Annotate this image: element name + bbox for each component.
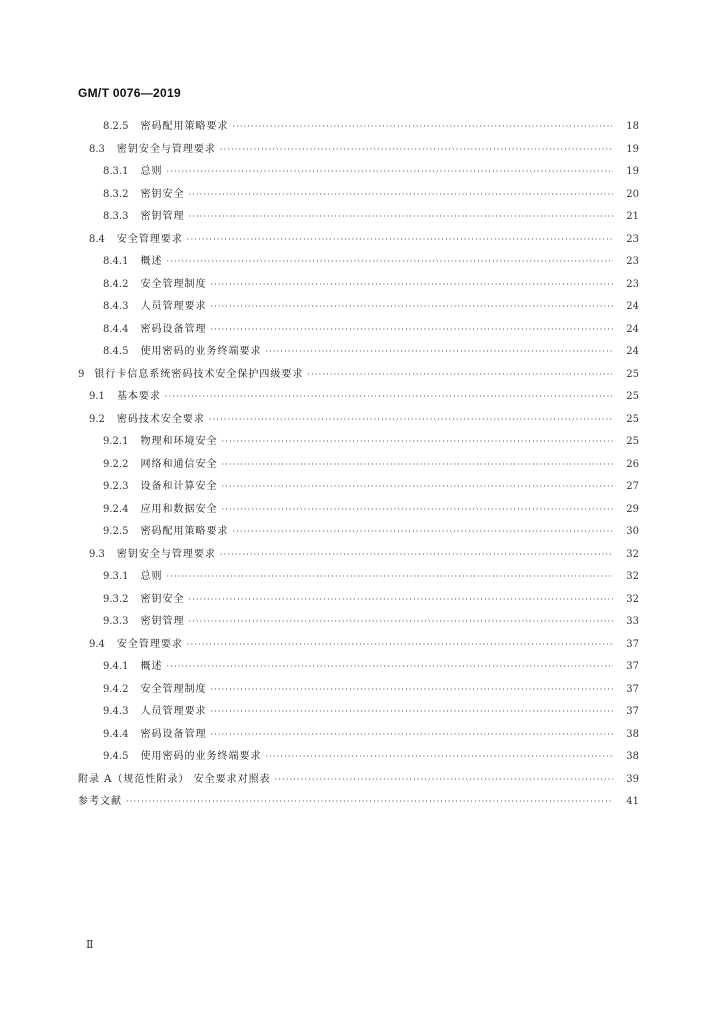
toc-dot-leader xyxy=(210,319,613,341)
toc-entry-number: 9.4.1 xyxy=(103,661,129,673)
toc-entry-page: 25 xyxy=(626,436,639,448)
toc-dot-leader xyxy=(210,296,613,318)
toc-entry-title: 应用和数据安全 xyxy=(140,503,218,515)
toc-entry-title: 使用密码的业务终端要求 xyxy=(140,346,262,358)
toc-entry-number: 9.4 xyxy=(89,638,105,650)
toc-entry-page: 24 xyxy=(626,301,639,313)
toc-entry-number: 8.3.3 xyxy=(103,211,129,223)
toc-entry[interactable] xyxy=(0,161,724,184)
toc-entry-title: 基本要求 xyxy=(116,391,161,403)
toc-entry[interactable] xyxy=(0,206,724,229)
page-number: Ⅱ xyxy=(86,938,94,951)
toc-entry-number: 8.4.1 xyxy=(103,256,129,268)
toc-entry-page: 38 xyxy=(626,751,639,763)
toc-entry-number: 8.4.2 xyxy=(103,278,129,290)
toc-entry-number: 9.2.2 xyxy=(103,458,129,470)
toc-entry-page: 25 xyxy=(626,391,639,403)
toc-entry-title: 密码设备管理 xyxy=(140,323,207,335)
toc-entry[interactable] xyxy=(0,431,724,454)
toc-entry[interactable] xyxy=(0,454,724,477)
toc-entry-number: 9.3 xyxy=(89,548,105,560)
toc-entry-number: 9.2.1 xyxy=(103,436,129,448)
toc-entry[interactable] xyxy=(0,274,724,297)
toc-entry-page: 30 xyxy=(626,526,639,538)
table-of-contents xyxy=(0,116,724,814)
toc-dot-leader xyxy=(220,544,613,566)
toc-entry-title: 密码配用策略要求 xyxy=(140,121,229,133)
toc-entry-title: 密码技术安全要求 xyxy=(116,413,205,425)
toc-entry[interactable] xyxy=(0,296,724,319)
toc-entry-page: 18 xyxy=(626,121,639,133)
toc-dot-leader xyxy=(188,611,613,633)
toc-entry[interactable] xyxy=(0,589,724,612)
toc-entry-page: 37 xyxy=(626,661,639,673)
toc-entry-title: 附录 A（规范性附录） 安全要求对照表 xyxy=(78,773,271,785)
toc-entry-number: 9.3.2 xyxy=(103,593,129,605)
toc-entry-title: 使用密码的业务终端要求 xyxy=(140,751,262,763)
toc-entry-title: 密码设备管理 xyxy=(140,728,207,740)
toc-entry[interactable] xyxy=(0,611,724,634)
toc-entry-number: 8.4 xyxy=(89,233,105,245)
toc-dot-leader xyxy=(210,274,613,296)
toc-dot-leader xyxy=(210,724,613,746)
toc-entry-number: 9.1 xyxy=(89,391,105,403)
toc-entry[interactable] xyxy=(0,499,724,522)
toc-dot-leader xyxy=(221,499,613,521)
toc-entry[interactable] xyxy=(0,724,724,747)
toc-dot-leader xyxy=(166,656,613,678)
toc-dot-leader xyxy=(188,589,613,611)
toc-entry-title: 人员管理要求 xyxy=(140,706,207,718)
toc-entry-number: 8.3.2 xyxy=(103,188,129,200)
toc-entry[interactable] xyxy=(0,679,724,702)
toc-entry[interactable] xyxy=(0,769,724,792)
toc-dot-leader xyxy=(166,161,613,183)
toc-entry-number: 9.4.4 xyxy=(103,728,129,740)
toc-entry[interactable] xyxy=(0,656,724,679)
toc-entry-title: 银行卡信息系统密码技术安全保护四级要求 xyxy=(94,368,304,380)
toc-entry-number: 8.4.5 xyxy=(103,346,129,358)
toc-entry[interactable] xyxy=(0,409,724,432)
toc-entry-title: 密钥管理 xyxy=(140,211,185,223)
toc-entry-number: 9.2.4 xyxy=(103,503,129,515)
toc-dot-leader xyxy=(188,184,613,206)
toc-entry-title: 总则 xyxy=(140,571,163,583)
toc-entry-page: 32 xyxy=(626,548,639,560)
toc-dot-leader xyxy=(220,139,613,161)
toc-dot-leader xyxy=(210,701,613,723)
toc-entry[interactable] xyxy=(0,386,724,409)
toc-entry[interactable] xyxy=(0,476,724,499)
toc-entry[interactable] xyxy=(0,319,724,342)
toc-entry-title: 密钥安全与管理要求 xyxy=(116,548,216,560)
toc-entry[interactable] xyxy=(0,791,724,814)
toc-entry-title: 密钥安全与管理要求 xyxy=(116,143,216,155)
toc-entry-page: 19 xyxy=(626,143,639,155)
toc-entry-page: 41 xyxy=(626,796,639,808)
toc-entry-number: 9.4.5 xyxy=(103,751,129,763)
toc-entry-number: 9.3.3 xyxy=(103,616,129,628)
toc-dot-leader xyxy=(166,566,613,588)
document-code-header: GM/T 0076—2019 xyxy=(78,86,181,100)
toc-entry-number: 9.4.3 xyxy=(103,706,129,718)
toc-entry[interactable] xyxy=(0,521,724,544)
toc-entry-title: 安全管理要求 xyxy=(116,638,183,650)
toc-dot-leader xyxy=(187,229,613,251)
toc-entry[interactable] xyxy=(0,364,724,387)
toc-entry-title: 密钥管理 xyxy=(140,616,185,628)
toc-entry-page: 33 xyxy=(626,616,639,628)
toc-entry-page: 24 xyxy=(626,346,639,358)
toc-entry[interactable] xyxy=(0,566,724,589)
toc-dot-leader xyxy=(210,679,613,701)
toc-entry-title: 安全管理制度 xyxy=(140,278,207,290)
toc-dot-leader xyxy=(307,364,613,386)
toc-dot-leader xyxy=(187,634,613,656)
toc-entry-title: 安全管理制度 xyxy=(140,683,207,695)
toc-entry-title: 网络和通信安全 xyxy=(140,458,218,470)
toc-entry-number: 8.3 xyxy=(89,143,105,155)
toc-dot-leader xyxy=(126,791,613,813)
toc-entry[interactable] xyxy=(0,116,724,139)
toc-entry-page: 21 xyxy=(626,211,639,223)
toc-entry-page: 38 xyxy=(626,728,639,740)
toc-entry-page: 24 xyxy=(626,323,639,335)
toc-entry[interactable] xyxy=(0,184,724,207)
toc-entry-title: 总则 xyxy=(140,166,163,178)
toc-dot-leader xyxy=(232,521,613,543)
toc-dot-leader xyxy=(265,746,613,768)
toc-entry-title: 密钥安全 xyxy=(140,188,185,200)
toc-entry-page: 27 xyxy=(626,481,639,493)
toc-dot-leader xyxy=(232,116,613,138)
toc-entry-title: 设备和计算安全 xyxy=(140,481,218,493)
toc-entry-number: 9.3.1 xyxy=(103,571,129,583)
toc-dot-leader xyxy=(188,206,613,228)
toc-entry-title: 人员管理要求 xyxy=(140,301,207,313)
toc-entry-title: 密钥安全 xyxy=(140,593,185,605)
toc-entry-number: 9.2.5 xyxy=(103,526,129,538)
toc-dot-leader xyxy=(221,431,613,453)
toc-dot-leader xyxy=(209,409,613,431)
toc-entry[interactable] xyxy=(0,341,724,364)
toc-entry[interactable] xyxy=(0,229,724,252)
toc-entry[interactable] xyxy=(0,544,724,567)
toc-entry-page: 19 xyxy=(626,166,639,178)
toc-entry-title: 概述 xyxy=(140,661,163,673)
toc-entry-page: 20 xyxy=(626,188,639,200)
toc-entry-page: 26 xyxy=(626,458,639,470)
toc-entry-page: 39 xyxy=(626,773,639,785)
toc-entry-page: 37 xyxy=(626,706,639,718)
toc-dot-leader xyxy=(221,454,613,476)
toc-entry-page: 25 xyxy=(626,368,639,380)
toc-entry[interactable] xyxy=(0,251,724,274)
toc-entry-page: 23 xyxy=(626,256,639,268)
toc-dot-leader xyxy=(165,386,613,408)
toc-entry-title: 物理和环境安全 xyxy=(140,436,218,448)
toc-entry-page: 25 xyxy=(626,413,639,425)
toc-entry-title: 参考文献 xyxy=(78,796,122,808)
toc-entry[interactable] xyxy=(0,634,724,657)
toc-dot-leader xyxy=(275,769,613,791)
toc-dot-leader xyxy=(166,251,613,273)
toc-entry-title: 安全管理要求 xyxy=(116,233,183,245)
toc-entry-page: 23 xyxy=(626,278,639,290)
toc-entry-number: 8.3.1 xyxy=(103,166,129,178)
toc-entry-number: 8.4.4 xyxy=(103,323,129,335)
toc-entry-number: 9.2.3 xyxy=(103,481,129,493)
toc-entry-number: 8.2.5 xyxy=(103,121,129,133)
toc-entry-page: 32 xyxy=(626,593,639,605)
toc-dot-leader xyxy=(221,476,613,498)
toc-entry-number: 9.2 xyxy=(89,413,105,425)
toc-entry-number: 8.4.3 xyxy=(103,301,129,313)
toc-entry-page: 29 xyxy=(626,503,639,515)
toc-entry-number: 9 xyxy=(78,368,85,380)
toc-entry-title: 概述 xyxy=(140,256,163,268)
toc-entry[interactable] xyxy=(0,701,724,724)
toc-entry[interactable] xyxy=(0,139,724,162)
toc-entry-page: 37 xyxy=(626,638,639,650)
toc-dot-leader xyxy=(265,341,613,363)
toc-entry-page: 32 xyxy=(626,571,639,583)
toc-entry[interactable] xyxy=(0,746,724,769)
toc-entry-number: 9.4.2 xyxy=(103,683,129,695)
toc-entry-page: 37 xyxy=(626,683,639,695)
toc-entry-title: 密码配用策略要求 xyxy=(140,526,229,538)
toc-entry-page: 23 xyxy=(626,233,639,245)
